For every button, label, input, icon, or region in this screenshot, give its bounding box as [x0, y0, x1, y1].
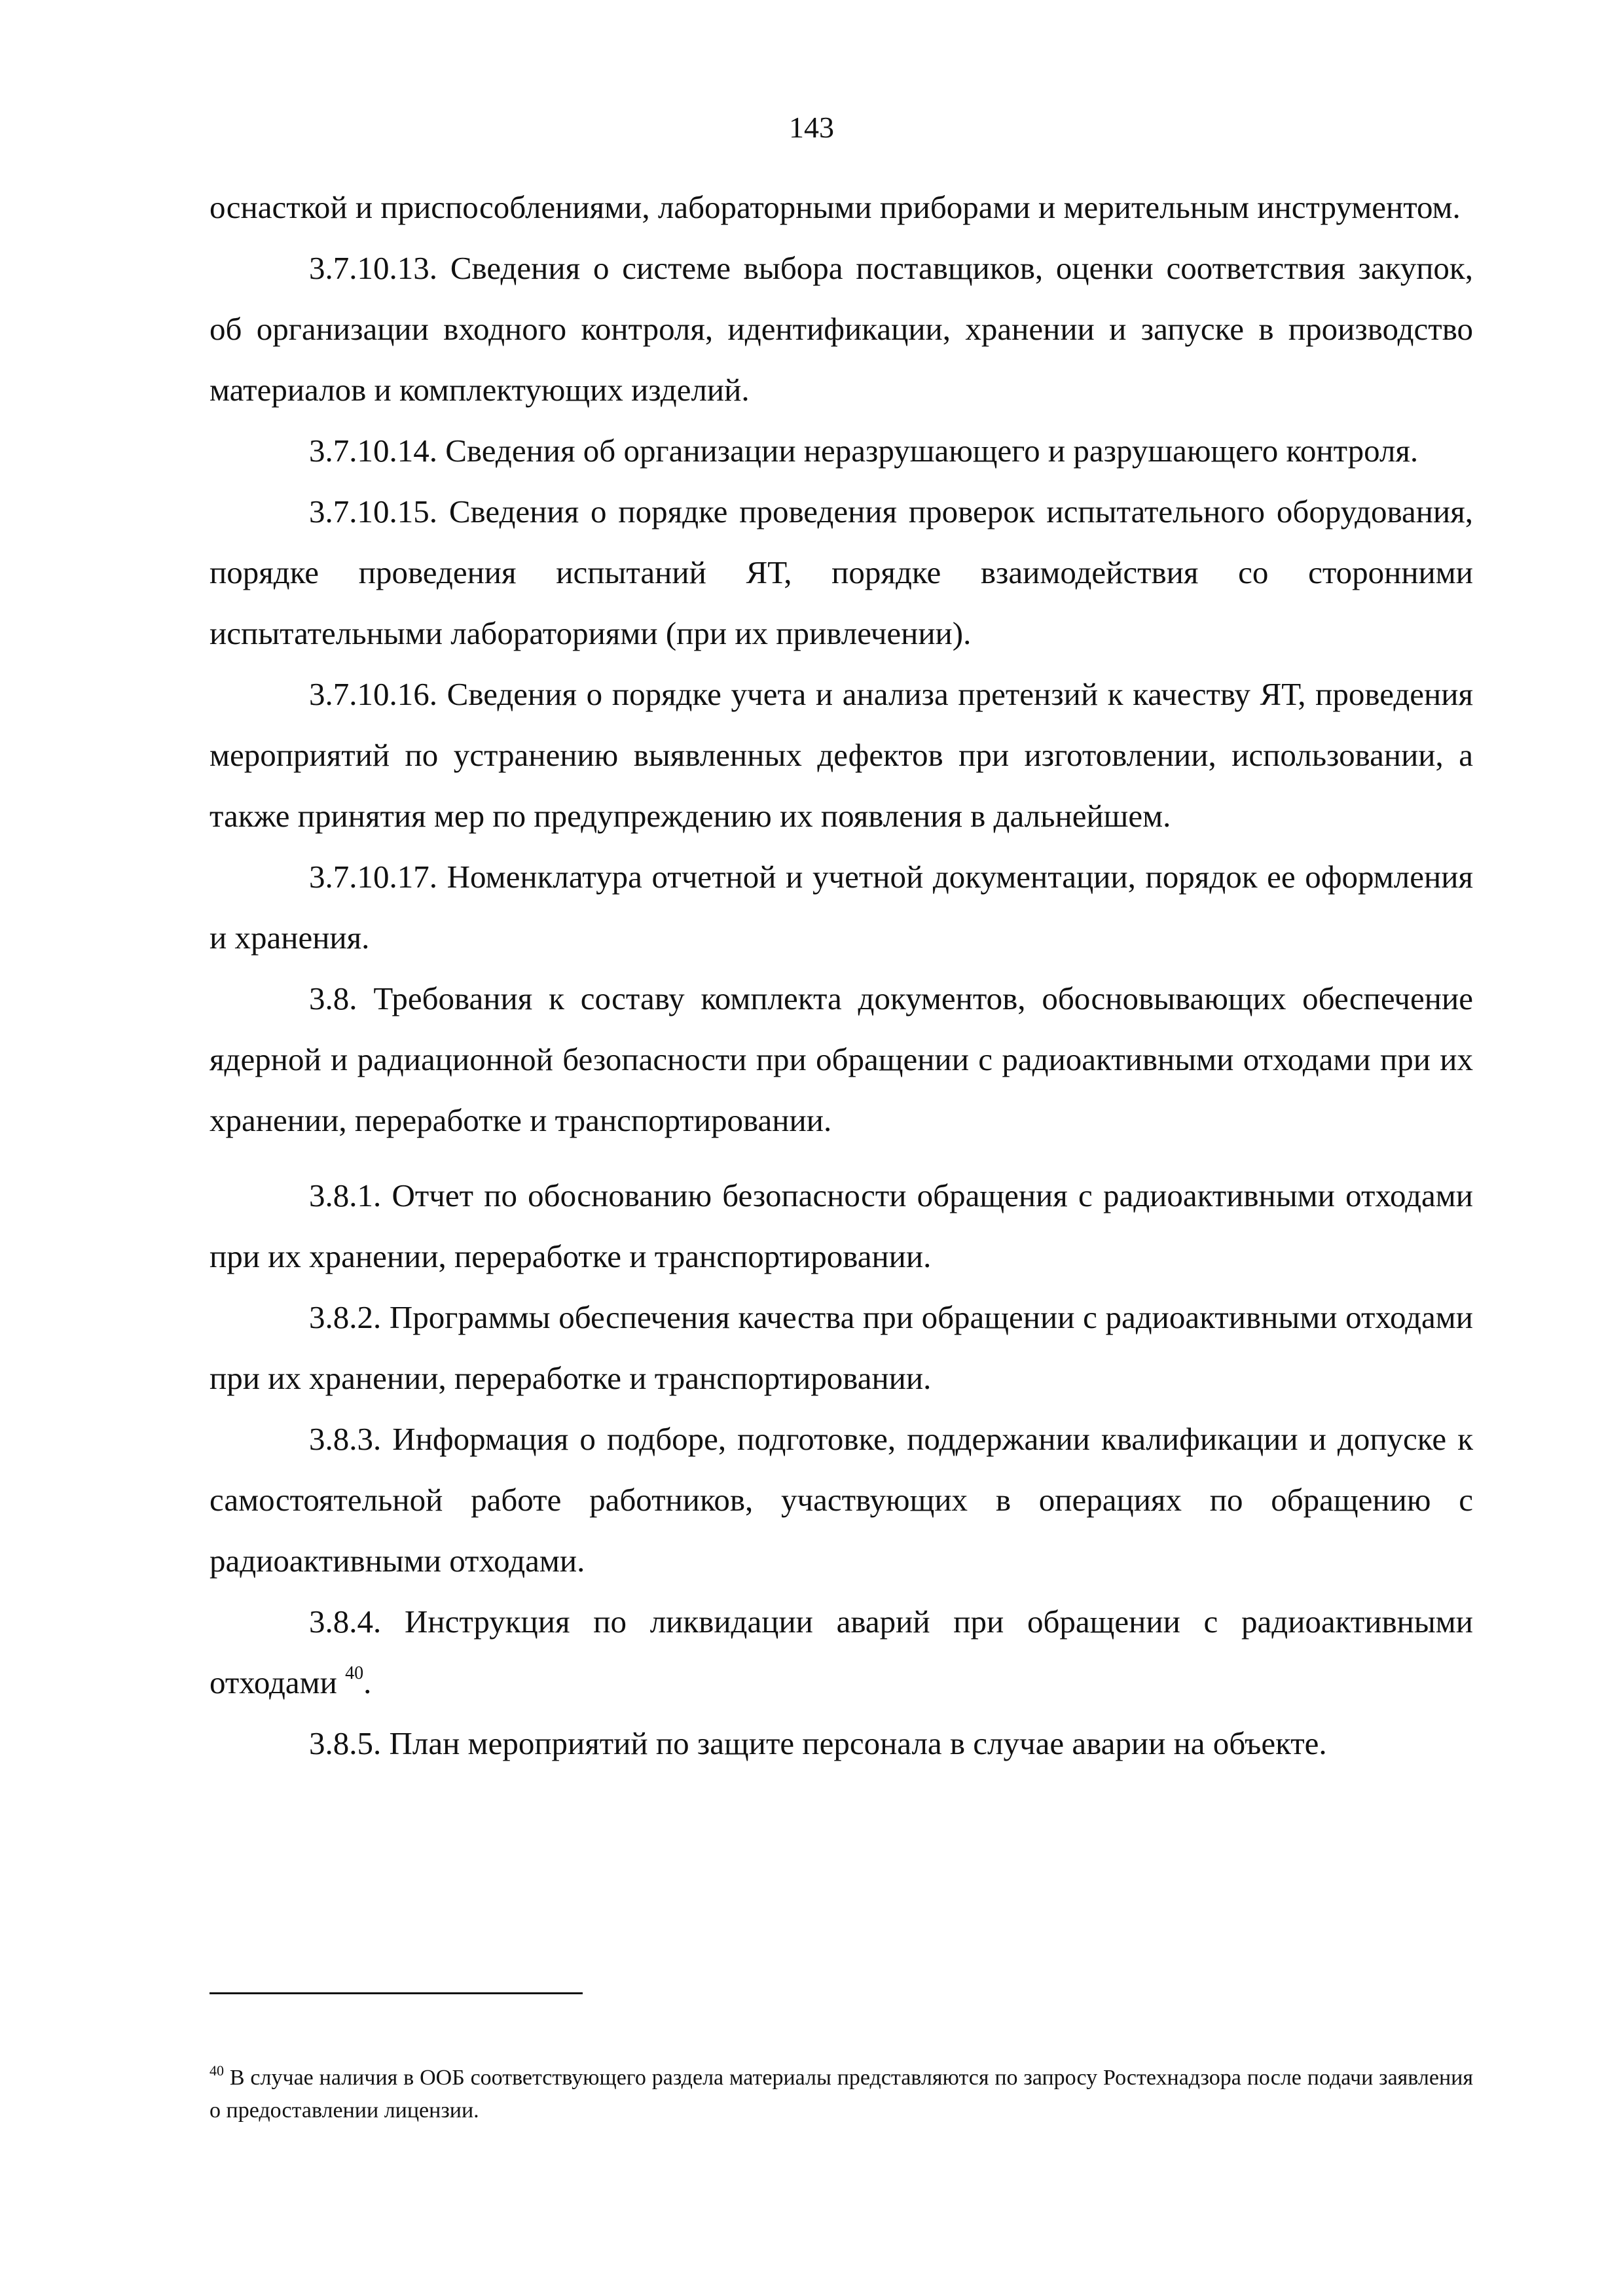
- paragraph-3-7-10-15: 3.7.10.15. Сведения о порядке проведения проверок испытательного оборудования, порядке проведения испытаний ЯТ, порядке взаимодействия со сторонними испытательными лабораториями (при их привлечении).: [210, 493, 1473, 651]
- paragraph-3-7-10-17: 3.7.10.17. Номенклатура отчетной и учетной документации, порядок ее оформления и хранения.: [210, 859, 1473, 956]
- paragraph-3-8-5: 3.8.5. План мероприятий по защите персонала в случае аварии на объекте.: [309, 1725, 1327, 1761]
- footnote: [210, 2062, 1473, 2127]
- paragraph-3-7-10-14: 3.7.10.14. Сведения об организации неразрушающего и разрушающего контроля.: [309, 433, 1419, 469]
- paragraph-3-8-4: [210, 1591, 1473, 1713]
- paragraph-3-7-10-16: 3.7.10.16. Сведения о порядке учета и анализа претензий к качеству ЯТ, проведения мероприятий по устранению выявленных дефектов при изготовлении, использовании, а также принятия мер по предупреждению их появления в дальнейшем.: [210, 676, 1473, 834]
- footnote-separator: [210, 1992, 583, 1994]
- footnote-text: В случае наличия в ООБ соответствующего раздела материалы представляются по запросу Ростехнадзора после подачи заявления о предоставлении лицензии.: [210, 2066, 1474, 2123]
- paragraph-3-7-10-13: 3.7.10.13. Сведения о системе выбора поставщиков, оценки соответствия закупок, об организации входного контроля, идентификации, хранении и запуске в производство материалов и комплектующих изделий.: [210, 250, 1473, 408]
- section-heading-3-8: 3.8. Требования к составу комплекта документов, обосновывающих обеспечение ядерной и радиационной безопасности при обращении с радиоактивными отходами при их хранении, переработке и транспортировании.: [210, 980, 1473, 1138]
- paragraph-3-8-2: 3.8.2. Программы обеспечения качества при обращении с радиоактивными отходами при их хранении, переработке и транспортировании.: [210, 1299, 1473, 1396]
- paragraph-3-8-4-text: 3.8.4. Инструкция по ликвидации аварий при обращении с радиоактивными отходами: [210, 1604, 1473, 1700]
- paragraph-3-8-4-tail: .: [363, 1664, 372, 1700]
- page-number: 143: [789, 111, 834, 144]
- paragraph-continuation: оснасткой и приспособлениями, лабораторными приборами и мерительным инструментом.: [210, 189, 1461, 225]
- document-body: [210, 177, 1473, 1774]
- paragraph-3-8-1: 3.8.1. Отчет по обоснованию безопасности обращения с радиоактивными отходами при их хранении, переработке и транспортировании.: [210, 1177, 1473, 1274]
- paragraph-3-8-3: 3.8.3. Информация о подборе, подготовке, поддержании квалификации и допуске к самостоятельной работе работников, участвующих в операциях по обращению с радиоактивными отходами.: [210, 1421, 1473, 1579]
- footnote-mark: 40: [210, 2062, 224, 2079]
- footnote-reference: 40: [345, 1663, 364, 1683]
